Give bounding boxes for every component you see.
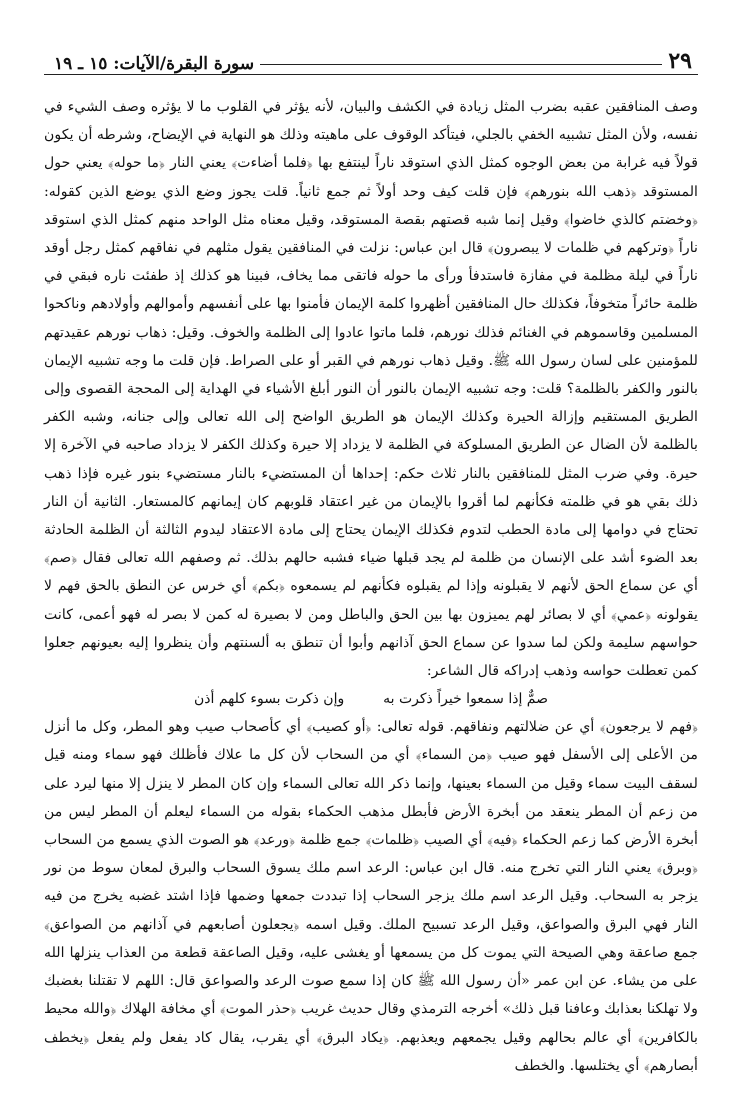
poem-verse [44,685,698,713]
paragraph-1: وصف المنافقين عقبه بضرب المثل زيادة في الكشف والبيان، لأنه يؤثر في القلوب ما لا يؤثره وصف الشيء في نفسه، ولأن المثل تشبيه الخفي بالجلي، فيتأكد الوقوف على ماهيته وذلك هو النهاية في الإيضاح، وشرطه أن يكون قولاً فيه غرابة من بعض الوجوه كمثل الذي استوقد ناراً لينتفع بها ﴿فلما أضاءت﴾ يعني النار ﴿ما حوله﴾ يعني حول المستوقد ﴿ذهب الله بنورهم﴾ فإن قلت كيف وحد أولاً ثم جمع ثانياً. قلت يجوز وضع الذي يوضع الذين كقوله: ﴿وخضتم كالذي خاضوا﴾ وقيل إنما شبه قصتهم بقصة المستوقد، وقيل معناه مثل الواحد منهم كمثل الذي استوقد ناراً ﴿وتركهم في ظلمات لا يبصرون﴾ قال ابن عباس: نزلت في المنافقين يقول مثلهم في نفاقهم كمثل رجل أوقد ناراً في ليلة مظلمة في مفازة فاستدفأ ورأى ما حوله فاتقى مما يخاف، فبينا هو كذلك إذ طفئت ناره فبقي في ظلمة حائراً متخوفاً، فكذلك حال المنافقين أظهروا كلمة الإيمان فأمنوا بها على أنفسهم وأموالهم وأولادهم وناكحوا المسلمين وقاسموهم في الغنائم فذلك نورهم، فلما ماتوا عادوا إلى الظلمة والخوف. وقيل: ذهاب نورهم عقيدتهم للمؤمنين على لسان رسول الله ﷺ. وقيل ذهاب نورهم في القبر أو على الصراط. فإن قلت ما وجه تشبيه الإيمان بالنور والكفر بالظلمة؟ قلت: وجه تشبيه الإيمان بالنور أن النور أبلغ الأشياء في الهداية إلى المحجة القصوى وإلى الطريق المستقيم وإزالة الحيرة وكذلك الإيمان هو الطريق الواضح إلى الله تعالى وإلى جنانه، وشبه الكفر بالظلمة لأن الضال عن الطريق المسلوكة في الظلمة لا يزداد إلا حيرة وكذلك الكفر لا يزداد صاحبه في الآخرة إلا حيرة. وفي ضرب المثل للمنافقين بالنار ثلاث حكم: إحداها أن المستضيء بالنار مستضيء بنور غيره فإذا ذهب ذلك بقي هو في ظلمته فكأنهم لما أقروا بالإيمان من غير اعتقاد قلوبهم كان إيمانهم كالمستعار. الثانية أن النار تحتاج في دوامها إلى مادة الحطب لتدوم فكذلك الإيمان يحتاج إلى مادة الاعتقاد ليدوم الثالثة أن الظلمة الحادثة بعد الضوء أشد على الإنسان من ظلمة لم يجد قبلها ضياء فشبه حالهم بذلك. ثم وصفهم الله تعالى فقال ﴿صم﴾ أي عن سماع الحق لأنهم لا يقبلونه وإذا لم يقبلوه فكأنهم لم يسمعوه ﴿بكم﴾ أي خرس عن النطق بالحق فهم لا يقولونه ﴿عمي﴾ أي لا بصائر لهم يميزون بها بين الحق والباطل ومن لا بصيرة له كمن لا بصر له فهو أعمى، كانت حواسهم سليمة ولكن لما سدوا عن سماع الحق آذانهم وأبوا أن تنطق به ألسنتهم وأن ينظروا إليه بعيونهم جعلوا كمن تعطلت حواسه وذهب إدراكه قال الشاعر: [44,99,698,680]
page-number: ٢٩ [668,48,692,74]
main-text [44,93,698,1080]
header-rule [260,64,662,65]
poem-first-hemistich: صمٌّ إذا سمعوا خيراً ذكرت به [383,691,548,708]
paragraph-2: ﴿فهم لا يرجعون﴾ أي عن ضلالتهم ونفاقهم. قوله تعالى: ﴿أو كصيب﴾ أي كأصحاب صيب وهو المطر، وكل ما أنزل من الأعلى إلى الأسفل فهو صيب ﴿من السماء﴾ أي من السحاب لأن كل ما علاك فأظلك فهو سماء ومنه قيل لسقف البيت سماء وقيل من السماء بعينها، وإنما ذكر الله تعالى السماء وإن كان المطر لا ينزل إلا منها ليرد على من زعم أن المطر ينعقد من أبخرة الأرض فأبطل مذهب الحكماء بقوله من السماء ليعلم أن المطر ليس من أبخرة الأرض كما زعم الحكماء ﴿فيه﴾ أي الصيب ﴿ظلمات﴾ جمع ظلمة ﴿ورعد﴾ هو الصوت الذي يسمع من السحاب ﴿وبرق﴾ يعني النار التي تخرج منه. قال ابن عباس: الرعد اسم ملك يسوق السحاب والبرق لمعان سوط من نور يزجر به السحاب. وقيل الرعد اسم ملك يزجر السحاب إذا تبددت جمعها وضمها فإذا اشتد غضبه يخرج من فيه النار فهي البرق والصواعق، وقيل الرعد تسبيح الملك. وقيل اسمه ﴿يجعلون أصابعهم في آذانهم من الصواعق﴾ جمع صاعقة وهي الصيحة التي يموت كل من يسمعها أو يغشى عليه، وقيل الصاعقة قطعة من العذاب ينزلها الله على من يشاء. عن ابن عمر «أن رسول الله ﷺ كان إذا سمع صوت الرعد والصواعق قال: اللهم لا تقتلنا بغضبك ولا تهلكنا بعذابك وعافنا قبل ذلك» أخرجه الترمذي وقال حديث غريب ﴿حذر الموت﴾ أي مخافة الهلاك ﴿والله محيط بالكافرين﴾ أي عالم بحالهم وقيل يجمعهم ويعذبهم. ﴿يكاد البرق﴾ أي يقرب، يقال كاد يفعل ولم يفعل ﴿يخطف أبصارهم﴾ أي يختلسها. والخطف [44,719,698,1074]
running-title: سورة البقرة/الآيات: ١٥ ـ ١٩ [54,54,255,74]
poem-second-hemistich: وإن ذكرت بسوء كلهم أذن [194,691,345,708]
page-header [44,40,698,75]
